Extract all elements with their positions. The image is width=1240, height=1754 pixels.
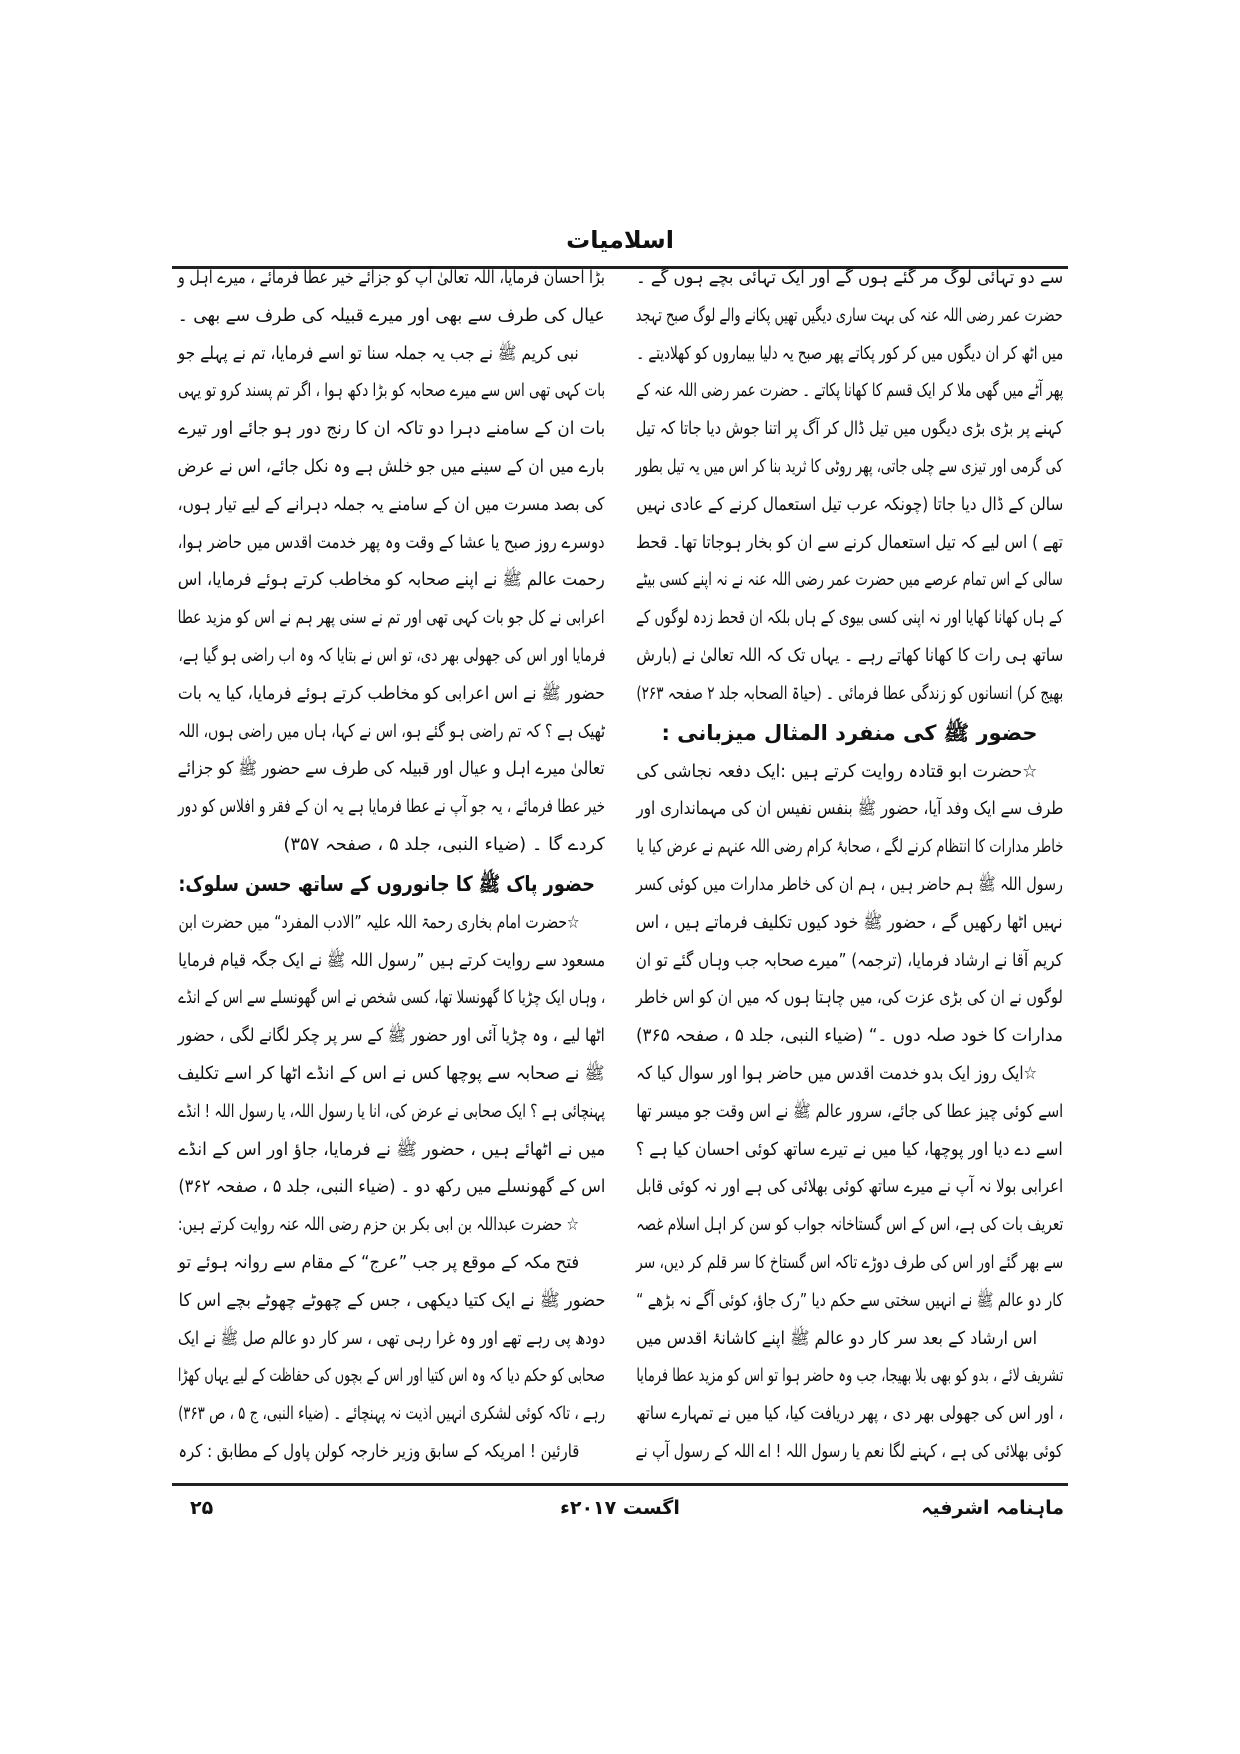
- text-line-content: ، وہاں ایک چڑیا کا گھونسلا تھا، کسی شخص نے اس گھونسلے سے اس کے انڈے: [178, 987, 605, 1009]
- paragraph: [178, 1433, 605, 1471]
- text-line: [636, 790, 1063, 828]
- page-number: ۲۵: [190, 1497, 214, 1519]
- text-line: [636, 637, 1063, 675]
- text-line-content: ، اور اس کی جھولی بھر دی ، پھر دریافت کیا، کیا میں نے تمہارے ساتھ: [636, 1403, 1063, 1425]
- text-line-content: فتح مکہ کے موقع پر جب ”عرج“ کے مقام سے روانہ ہوئے تو: [178, 1251, 579, 1273]
- text-line: [636, 1395, 1063, 1433]
- paragraph: [636, 1320, 1063, 1471]
- text-line-content: ☆ایک روز ایک بدو خدمت اقدس میں حاضر ہوا اور سوال کیا کہ: [636, 1062, 1037, 1084]
- text-line-content: صحابی کو حکم دیا کہ وہ اس کتیا اور اس کے بچوں کی حفاظت کے لیے یہاں کھڑا: [177, 1365, 605, 1387]
- text-line-content: اعرابی بولا نہ آپ نے میرے ساتھ کوئی بھلائی کی ہے اور نہ کوئی قابل: [636, 1176, 1063, 1198]
- text-line-content: کار دو عالم ﷺ نے انہیں سختی سے حکم دیا ”رک جاؤ، کوئی آگے نہ بڑھے “: [636, 1289, 1063, 1311]
- text-line-content: اٹھا لیے ، وہ چڑیا آئی اور حضور ﷺ کے سر پر چکر لگانے لگی ، حضور: [178, 1025, 605, 1047]
- text-line-content: کردے گا ۔ (ضیاء النبی، جلد ۵ ، صفحہ ۳۵۷): [283, 833, 605, 855]
- text-line: [178, 1055, 605, 1093]
- text-line: [178, 942, 605, 980]
- text-line: [178, 259, 605, 297]
- text-line: [178, 826, 605, 864]
- text-line-content: کی بصد مسرت میں ان کے سامنے یہ جملہ دہرانے کے لیے تیار ہوں،: [178, 493, 605, 515]
- text-line: [636, 904, 1063, 942]
- paragraph: [178, 1206, 605, 1244]
- text-line-content: دودھ پی رہے تھے اور وہ غرا رہی تھی ، سر کار دو عالم صل ﷺ نے ایک: [178, 1327, 605, 1349]
- paragraph: [178, 1244, 605, 1433]
- text-line: [636, 561, 1063, 599]
- text-line-content: تھے ) اس لیے کہ تیل استعمال کرنے سے ان کو بخار ہوجاتا تھا۔ قحط: [636, 531, 1063, 553]
- text-line: [178, 599, 605, 637]
- text-line: [636, 1017, 1063, 1055]
- text-line-content: بارے میں ان کے سینے میں جو خلش ہے وہ نکل جائے، اس نے عرض: [178, 455, 605, 477]
- text-line-content: دوسرے روز صبح یا عشا کے وقت وہ پھر خدمت اقدس میں حاضر ہوا،: [178, 531, 605, 553]
- text-line-content: بات کہی تھی اس سے میرے صحابہ کو بڑا دکھ ہوا ، اگر تم پسند کرو تو یہی: [178, 380, 605, 402]
- text-line: [178, 788, 605, 826]
- text-line-content: سے دو تہائی لوگ مر گئے ہوں گے اور ایک تہائی بچے ہوں گے ۔: [636, 267, 1063, 288]
- text-line-content: ٹھیک ہے ؟ کہ تم راضی ہو گئے ہو، اس نے کہا، ہاں میں راضی ہوں، اللہ: [178, 720, 605, 742]
- text-line-content: ﷺ نے صحابہ سے پوچھا کس نے اس کے انڈے اٹھا کر اسے تکلیف: [178, 1062, 605, 1084]
- text-line-content: اسے دے دیا اور پوچھا، کیا میں نے تیرے ساتھ کوئی احسان کیا ہے ؟: [636, 1138, 1063, 1160]
- text-line: [636, 1282, 1063, 1320]
- paragraph: [178, 259, 605, 335]
- text-line-content: ☆حضرت امام بخاری رحمۃ اللہ علیہ ”الادب المفرد“ میں حضرت ابن: [178, 911, 579, 933]
- text-line: [178, 561, 605, 599]
- text-line: [178, 448, 605, 486]
- text-line-content: اس ارشاد کے بعد سر کار دو عالم ﷺ اپنے کاشانۂ اقدس میں: [636, 1327, 1037, 1349]
- text-line: [636, 1433, 1063, 1471]
- text-line-content: سے بھر گئے اور اس کی طرف دوڑے تاکہ اس گستاخ کا سر قلم کر دیں، سر: [636, 1251, 1063, 1273]
- footer-issue-date: اگست ۲۰۱۷ء: [560, 1497, 680, 1519]
- text-line: [178, 335, 605, 373]
- text-line: [636, 259, 1063, 297]
- text-line: [178, 1244, 605, 1282]
- text-line-content: بڑا احسان فرمایا، اللہ تعالیٰ آپ کو جزائے خیر عطا فرمائے ، میرے اہل و: [178, 267, 605, 288]
- text-line-content: مدارات کا خود صلہ دوں ۔“ (ضیاء النبی، جلد ۵ ، صفحہ ۳۶۵): [636, 1025, 1063, 1047]
- text-line: [178, 675, 605, 713]
- text-line-content: تعالیٰ میرے اہل و عیال اور قبیلہ کی طرف سے حضور ﷺ کو جزائے: [178, 758, 605, 780]
- text-line: [178, 410, 605, 448]
- text-line-content: ☆حضرت ابو قتادہ روایت کرتے ہیں :ایک دفعہ نجاشی کی: [636, 760, 1037, 782]
- text-line-content: حضرت عمر رضی اللہ عنہ کی بہت ساری دیگیں تھیں پکانے والے لوگ صبح تہجد: [636, 304, 1063, 326]
- text-line-content: نبی کریم ﷺ نے جب یہ جملہ سنا تو اسے فرمایا، تم نے پہلے جو: [178, 342, 579, 364]
- text-line: [178, 979, 605, 1017]
- text-line-content: مسعود سے روایت کرتے ہیں ”رسول اللہ ﷺ نے ایک جگہ قیام فرمایا: [178, 949, 605, 971]
- text-line-content: نہیں اٹھا رکھیں گے ، حضور ﷺ خود کیوں تکلیف فرماتے ہیں ، اس: [636, 911, 1063, 933]
- text-line: [636, 1093, 1063, 1131]
- text-line-content: فرمایا اور اس کی جھولی بھر دی، تو اس نے بتایا کہ وہ اب راضی ہو گیا ہے،: [178, 644, 605, 666]
- text-line: [636, 524, 1063, 562]
- text-line-content: لوگوں نے ان کی بڑی عزت کی، میں چاہتا ہوں کہ میں ان کو اس خاطر: [636, 987, 1063, 1009]
- text-line-content: میں نے اٹھائے ہیں ، حضور ﷺ نے فرمایا، جاؤ اور اس کے انڈے: [178, 1138, 605, 1160]
- text-line: [636, 866, 1063, 904]
- text-line: [178, 1395, 605, 1433]
- paragraph: [636, 753, 1063, 1055]
- text-line: [178, 637, 605, 675]
- text-line: [636, 1357, 1063, 1395]
- text-line-content: رحمت عالم ﷺ نے اپنے صحابہ کو مخاطب کرتے ہوئے فرمایا، اس: [178, 569, 605, 591]
- text-line: [636, 675, 1063, 713]
- text-line: [636, 410, 1063, 448]
- text-line: [636, 828, 1063, 866]
- text-line: [178, 486, 605, 524]
- text-line-content: رہے ، تاکہ کوئی لشکری انہیں اذیت نہ پہنچائے ۔ (ضیاء النبی، ج ۵ ، ص ۳۶۳): [178, 1403, 605, 1425]
- text-line-content: بھیج کر) انسانوں کو زندگی عطا فرمائی ۔ (حیاۃ الصحابہ جلد ۲ صفحہ ۲۶۳): [636, 682, 1063, 704]
- text-line-content: اس کے گھونسلے میں رکھ دو ۔ (ضیاء النبی، جلد ۵ ، صفحہ ۳۶۲): [178, 1176, 605, 1198]
- text-line-content: رسول اللہ ﷺ ہم حاضر ہیں ، ہم ان کی خاطر مدارات میں کوئی کسر: [636, 873, 1063, 895]
- text-line: [636, 1055, 1063, 1093]
- text-line: [178, 1017, 605, 1055]
- text-line-content: کے ہاں کھانا کھایا اور نہ اپنی کسی بیوی کے ہاں بلکہ ان قحط زدہ لوگوں کے: [636, 607, 1063, 629]
- text-line: [636, 1131, 1063, 1169]
- text-line: [178, 1093, 605, 1131]
- text-line: [178, 1320, 605, 1358]
- text-line-content: خیر عطا فرمائے ، یہ جو آپ نے عطا فرمایا ہے یہ ان کے فقر و افلاس کو دور: [178, 796, 605, 818]
- text-line: [178, 297, 605, 335]
- text-line-content: اعرابی نے کل جو بات کہی تھی اور تم نے سنی پھر ہم نے اس کو مزید عطا: [178, 607, 605, 629]
- text-line-content: خاطر مدارات کا انتظام کرنے لگے ، صحابۂ کرام رضی اللہ عنہم نے عرض کیا یا: [636, 836, 1063, 858]
- text-line: [178, 1131, 605, 1169]
- text-line-content: میں اٹھ کر ان دیگوں میں کر کور پکاتے پھر صبح یہ دلیا بیماروں کو کھلادیتے ۔: [636, 342, 1063, 364]
- text-line: [636, 1244, 1063, 1282]
- text-line-content: سالی کے اس تمام عرصے میں حضرت عمر رضی اللہ عنہ نے نہ اپنے کسی بیٹے: [636, 569, 1063, 591]
- text-line: [178, 713, 605, 751]
- left-column: [178, 259, 605, 1471]
- text-line-content: بات ان کے سامنے دہرا دو تاکہ ان کا رنج دور ہو جائے اور تیرے: [178, 418, 605, 440]
- text-line: [636, 1206, 1063, 1244]
- text-line-content: تعریف بات کی ہے، اس کے اس گستاخانہ جواب کو سن کر اہل اسلام غصہ: [636, 1214, 1063, 1236]
- text-line-content: کوئی بھلائی کی ہے ، کہنے لگا نعم یا رسول اللہ ! اے اللہ کے رسول آپ نے: [636, 1440, 1063, 1462]
- text-line-content: طرف سے ایک وفد آیا، حضور ﷺ بنفس نفیس ان کی مہمانداری اور: [636, 798, 1063, 820]
- text-line: [178, 750, 605, 788]
- paragraph: [178, 904, 605, 1206]
- text-line: [178, 372, 605, 410]
- text-line: [178, 524, 605, 562]
- text-line: [636, 372, 1063, 410]
- section-heading: حضور ﷺ کی منفرد المثال میزبانی :: [661, 720, 1038, 745]
- text-line: [636, 335, 1063, 373]
- text-line-content: اسے کوئی چیز عطا کی جائے، سرور عالم ﷺ نے اس وقت جو میسر تھا: [636, 1100, 1063, 1122]
- text-line-content: کہنے پر بڑی بڑی دیگوں میں تیل ڈال کر آگ پر اتنا جوش دیا جاتا کہ تیل: [636, 418, 1063, 440]
- text-line: [178, 904, 605, 942]
- text-line-content: ☆ حضرت عبداللہ بن ابی بکر بن حزم رضی اللہ عنہ روایت کرتے ہیں:: [178, 1214, 579, 1236]
- footer-magazine-name: ماہنامہ اشرفیہ: [921, 1497, 1064, 1519]
- paragraph: [636, 259, 1063, 713]
- text-line: [636, 297, 1063, 335]
- section-heading: حضور پاک ﷺ کا جانوروں کے ساتھ حسن سلوک:: [178, 871, 595, 896]
- text-line-content: پھر آٹے میں گھی ملا کر ایک قسم کا کھانا پکاتے ۔ حضرت عمر رضی اللہ عنہ کے: [636, 380, 1063, 402]
- text-line: [636, 1168, 1063, 1206]
- text-line-content: حضور ﷺ نے اس اعرابی کو مخاطب کرتے ہوئے فرمایا، کیا یہ بات: [178, 682, 605, 704]
- section-title: اسلامیات: [566, 226, 674, 254]
- text-line-content: کی گرمی اور تیزی سے چلی جاتی، پھر روٹی کا ثرید بنا کر اس میں یہ تیل بطور: [636, 455, 1063, 477]
- text-line-content: ساتھ ہی رات کا کھانا کھاتے رہے ۔ یہاں تک کہ اللہ تعالیٰ نے (بارش: [636, 644, 1063, 666]
- right-column: [636, 259, 1063, 1471]
- text-line: [636, 1320, 1063, 1358]
- text-line: [636, 448, 1063, 486]
- paragraph: [636, 1055, 1063, 1320]
- text-line-content: کریم آقا نے ارشاد فرمایا، (ترجمہ) ”میرے صحابہ جب وہاں گئے تو ان: [636, 949, 1063, 971]
- text-line: [636, 599, 1063, 637]
- text-line-content: پہنچائی ہے ؟ ایک صحابی نے عرض کی، انا یا رسول اللہ، یا رسول اللہ ! انڈے: [178, 1100, 605, 1122]
- paragraph: [178, 335, 605, 864]
- text-line: [178, 1282, 605, 1320]
- text-line-content: قارئین ! امریکہ کے سابق وزیر خارجہ کولن پاول کے مطابق : کرہ: [178, 1440, 579, 1462]
- text-line: [178, 1206, 605, 1244]
- text-line-content: تشریف لائے ، بدو کو بھی بلا بھیجا، جب وہ حاضر ہوا تو اس کو مزید عطا فرمایا: [636, 1365, 1063, 1387]
- text-line: [178, 1357, 605, 1395]
- text-line-content: عیال کی طرف سے بھی اور میرے قبیلہ کی طرف سے بھی ۔: [178, 304, 605, 326]
- text-line-content: سالن کے ڈال دیا جاتا (چونکہ عرب تیل استعمال کرنے کے عادی نہیں: [636, 493, 1063, 515]
- text-line: [178, 1168, 605, 1206]
- text-line: [636, 979, 1063, 1017]
- text-line-content: حضور ﷺ نے ایک کتیا دیکھی ، جس کے چھوٹے چھوٹے بچے اس کا: [178, 1289, 605, 1311]
- text-line: [636, 486, 1063, 524]
- text-line: [178, 1433, 605, 1471]
- footer-divider: [172, 1483, 1068, 1486]
- text-line: [636, 753, 1063, 791]
- text-line: [636, 942, 1063, 980]
